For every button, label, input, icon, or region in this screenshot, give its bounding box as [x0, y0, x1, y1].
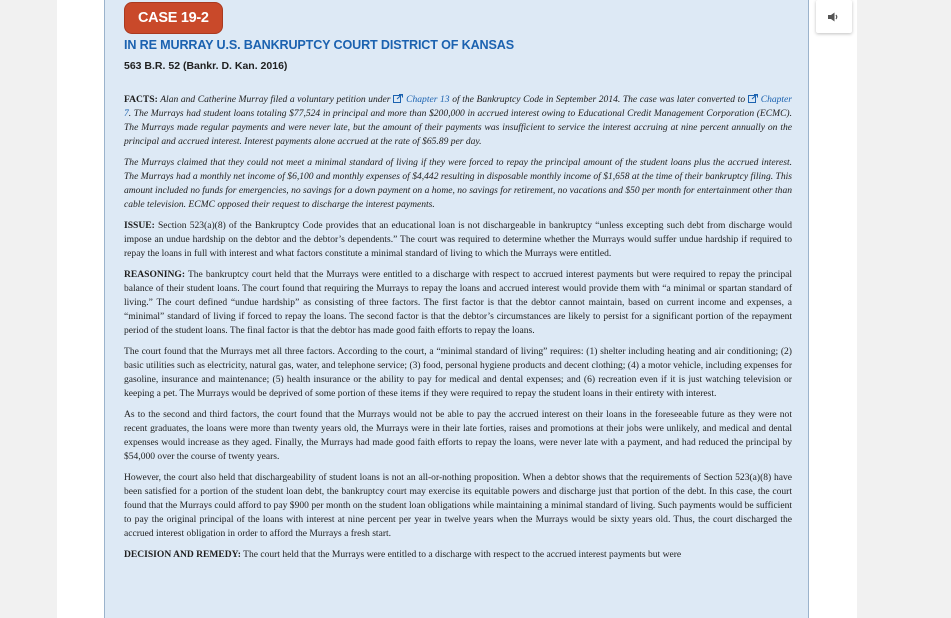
reasoning-paragraph-3: As to the second and third factors, the court found that the Murrays would not be able to pay the accrued interest on their loans in the foreseeable future as they were not recent graduates, the loans were more than twenty years old, the Murrays were in their late forties, raises and promotions at their jobs were unlikely, and medical and dental expenses would increase as they aged. Finally, the Murrays had made good faith efforts to repay the loans, were never late with a payment, and had reduced the principal by $54,000 over the course of twenty years. — [124, 409, 792, 462]
decision-text: The court held that the Murrays were entitled to a discharge with respect to the accrued interest payments but were — [243, 549, 682, 560]
chapter-13-link[interactable] — [393, 94, 449, 105]
reasoning-paragraph — [124, 268, 792, 338]
facts-text-1: Alan and Catherine Murray filed a voluntary petition under — [160, 94, 391, 105]
reasoning-label: REASONING: — [124, 269, 186, 280]
audio-button[interactable] — [816, 0, 852, 33]
reasoning-text: The bankruptcy court held that the Murrays were entitled to a discharge with respect to accrued interest payments but were required to repay the principal balance of their student loans. The court found that requiring the Murrays to repay the loans and accrued interest would provide them with “a minimal or spartan standard of living.” The court defined “undue hardship” as consisting of three factors. The first factor is that the debtor cannot maintain, based on current income and expenses, a “minimal” standard of living if forced to repay the loans. The second factor is that the debtor’s circumstances are likely to persist for a significant portion of the repayment period of the student loans. The final factor is that the debtor has made good faith efforts to repay the loans. — [124, 269, 792, 336]
facts-text-3: . The Murrays had student loans totaling $77,524 in principal and more than $200,000 in accrued interest owing to Educational Credit Management Corporation (ECMC). The Murrays made regular payments and were never late, but the amount of their payments was insufficient to service the interest accruing at nine percent annually on the principal and accrued interest. Interest payments alone accrued at the rate of $65.89 per day. — [124, 108, 792, 147]
case-badge: CASE 19-2 — [124, 2, 223, 34]
external-link-icon — [393, 94, 403, 103]
case-body — [124, 93, 792, 569]
case-citation: 563 B.R. 52 (Bankr. D. Kan. 2016) — [124, 60, 288, 72]
reasoning-paragraph-2: The court found that the Murrays met all three factors. According to the court, a “minimal standard of living” requires: (1) shelter including heating and air conditioning; (2) basic utilities such as electricity, natural gas, water, and telephone service; (3) food, personal hygiene products and decent clothing; (4) a motor vehicle, including expenses for gasoline, insurance and maintenance; (5) health insurance or the ability to pay for medical and dental expenses; and (6) recreation even if it is just watching television or keeping a pet. The Murrays would be deprived of some portion of these items if they were required to repay the student loans in their entirety with interest. — [124, 346, 792, 399]
facts-text-2: of the Bankruptcy Code in September 2014. The case was later converted to — [452, 94, 746, 105]
speaker-icon — [828, 12, 840, 22]
case-box — [104, 0, 809, 618]
issue-text: Section 523(a)(8) of the Bankruptcy Code provides that an educational loan is not dischargeable in bankruptcy “unless excepting such debt from discharge would impose an undue hardship on the debtor and the debtor’s dependents.” The court was required to determine whether the Murrays would suffer undue hardship if required to repay the loans in full with interest and what factors constitute a minimal standard of living to which the Murrays were entitled. — [124, 220, 793, 259]
decision-label: DECISION AND REMEDY: — [124, 549, 241, 560]
external-link-icon — [748, 94, 758, 103]
issue-paragraph — [124, 219, 792, 261]
reasoning-paragraph-4: However, the court also held that dischargeability of student loans is not an all-or-nothing proposition. When a debtor shows that the requirements of Section 523(a)(8) have been satisfied for a portion of the student loan debt, the bankruptcy court may exercise its equitable powers and discharge just that portion of the debt. In this case, the court found that the Murrays could afford to pay $900 per month on the student loan obligations while maintaining a minimal standard of living. Such payments would be sufficient to pay the original principal of the loans with interest at nine percent per year in twelve years when the Murrays would be sixty years old. Thus, the court discharged the accrued interest obligation in order to afford the Murrays a fresh start. — [124, 472, 792, 539]
chapter-7-link-label: Chapter 7 — [124, 94, 793, 119]
facts-label: FACTS: — [124, 94, 158, 105]
chapter-13-link-label: Chapter 13 — [406, 94, 450, 105]
decision-paragraph — [124, 548, 792, 562]
issue-label: ISSUE: — [124, 220, 155, 231]
facts-paragraph — [124, 93, 792, 149]
facts-paragraph-2: The Murrays claimed that they could not meet a minimal standard of living if they were forced to repay the principal amount of the student loans plus the accrued interest. The Murrays had a monthly net income of $6,100 and monthly expenses of $4,442 resulting in disposable monthly income of $1,658 at the time of their bankruptcy filing. This amount included no funds for emergencies, no savings for a down payment on a home, no savings for retirement, no vacations and $50 per month for entertainment other than cable television. ECMC opposed their request to discharge the interest payments. — [124, 157, 792, 210]
case-title: IN RE MURRAY U.S. BANKRUPTCY COURT DISTRICT OF KANSAS — [124, 38, 514, 52]
